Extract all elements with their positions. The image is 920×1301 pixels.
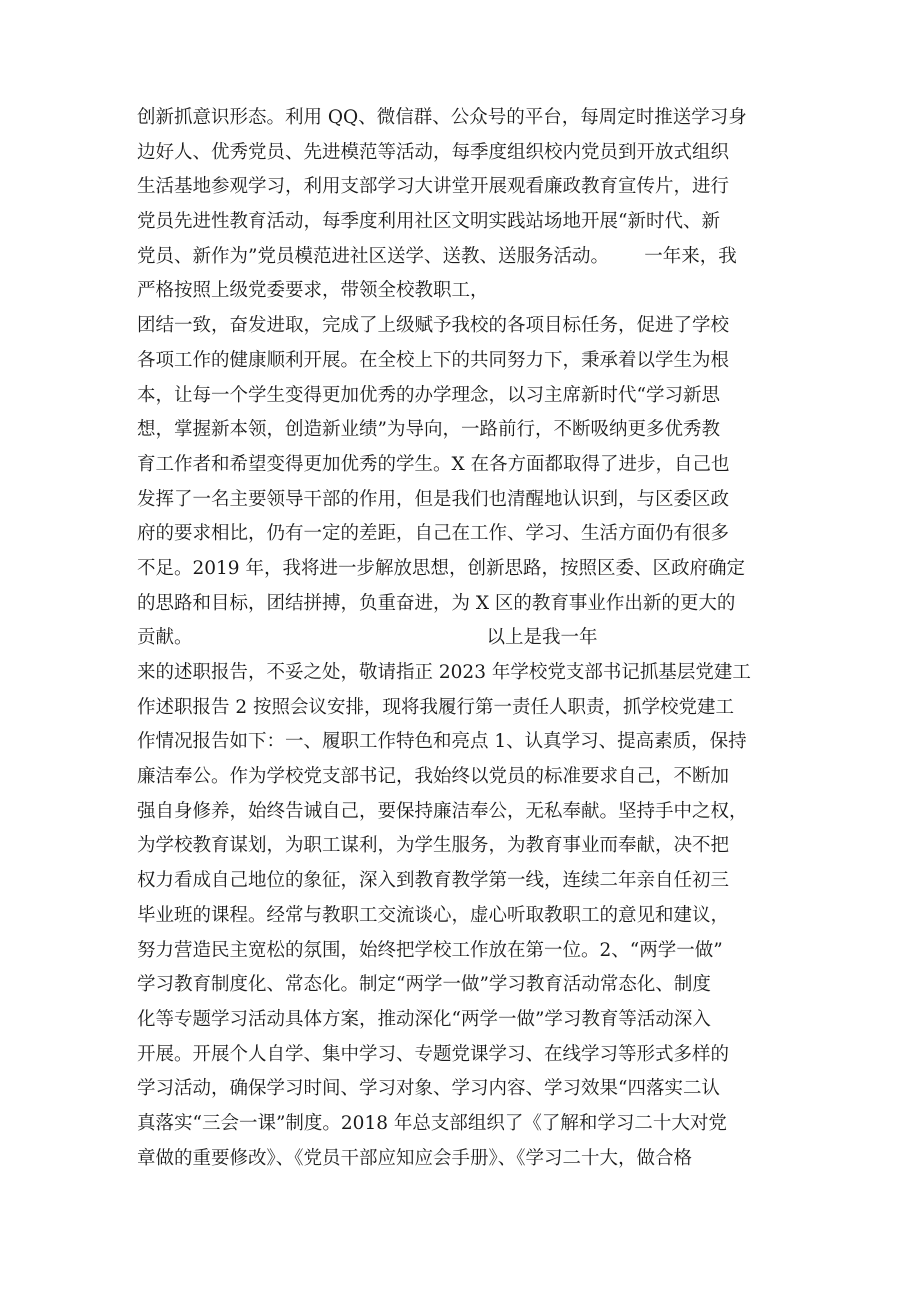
text-line: 学习活动，确保学习时间、学习对象、学习内容、学习效果“四落实二认	[137, 1078, 720, 1100]
text-line: 发挥了一名主要领导干部的作用，但是我们也清醒地认识到，与区委区政	[137, 488, 730, 510]
text-line: 学习教育制度化、常态化。制定“两学一做”学习教育活动常态化、制度	[137, 974, 711, 996]
text-line: 团结一致，奋发进取，完成了上级赋予我校的各项目标任务，促进了学校	[137, 315, 730, 337]
text-line: 贡献。 以上是我一年	[137, 627, 598, 649]
text-line: 来的述职报告，不妥之处，敬请指正 2023 年学校党支部书记抓基层党建工	[137, 662, 751, 683]
text-line: 作述职报告 2 按照会议安排，现将我履行第一责任人职责，抓学校党建工	[137, 696, 735, 718]
text-line: 权力看成自己地位的象征，深入到教育教学第一线，连续二年亲自任初三	[137, 870, 730, 892]
text-line: 化等专题学习活动具体方案，推动深化“两学一做”学习教育等活动深入	[137, 1008, 711, 1030]
text-line: 真落实“三会一课”制度。2018 年总支部组织了《了解和学习二十大对党	[137, 1112, 727, 1134]
text-line: 府的要求相比，仍有一定的差距，自己在工作、学习、生活方面仍有很多	[137, 523, 730, 545]
text-line: 不足。2019 年，我将进一步解放思想，创新思路，按照区委、区政府确定	[137, 557, 745, 579]
text-line: 党员先进性教育活动，每季度利用社区文明实践站场地开展“新时代、新	[137, 211, 720, 233]
text-line: 党员、新作为”党员模范进社区送学、送教、送服务活动。 一年来，我	[137, 245, 737, 267]
body-text	[137, 101, 797, 1176]
text-line: 创新抓意识形态。利用 QQ、微信群、公众号的平台，每周定时推送学习身	[137, 107, 747, 128]
text-line: 育工作者和希望变得更加优秀的学生。X 在各方面都取得了进步，自己也	[137, 453, 730, 475]
text-line: 章做的重要修改》、《党员干部应知应会手册》、《学习二十大，做合格	[137, 1147, 693, 1169]
text-line: 强自身修养，始终告诫自己，要保持廉洁奉公，无私奉献。坚持手中之权，	[137, 800, 748, 822]
text-line: 廉洁奉公。作为学校党支部书记，我始终以党员的标准要求自己，不断加	[137, 766, 730, 788]
text-line: 边好人、优秀党员、先进模范等活动，每季度组织校内党员到开放式组织	[137, 141, 730, 163]
text-line: 毕业班的课程。经常与教职工交流谈心，虚心听取教职工的意见和建议，	[137, 904, 730, 926]
text-line: 努力营造民主宽松的氛围，始终把学校工作放在第一位。2、“两学一做”	[137, 939, 723, 961]
text-line: 本，让每一个学生变得更加优秀的办学理念，以习主席新时代“学习新思	[137, 384, 720, 406]
text-line: 各项工作的健康顺利开展。在全校上下的共同努力下，秉承着以学生为根	[137, 349, 730, 371]
text-line: 开展。开展个人自学、集中学习、专题党课学习、在线学习等形式多样的	[137, 1043, 730, 1065]
text-line: 作情况报告如下：一、履职工作特色和亮点 1、认真学习、提高素质，保持	[137, 731, 747, 753]
text-line: 为学校教育谋划，为职工谋利，为学生服务，为教育事业而奉献，决不把	[137, 835, 730, 857]
text-line: 严格按照上级党委要求，带领全校教职工，	[137, 280, 489, 302]
text-line: 的思路和目标，团结拼搏，负重奋进，为 X 区的教育事业作出新的更大的	[137, 592, 736, 614]
text-line: 想，掌握新本领，创造新业绩”为导向，一路前行，不断吸纳更多优秀教	[137, 419, 720, 441]
text-line: 生活基地参观学习，利用支部学习大讲堂开展观看廉政教育宣传片，进行	[137, 176, 730, 198]
